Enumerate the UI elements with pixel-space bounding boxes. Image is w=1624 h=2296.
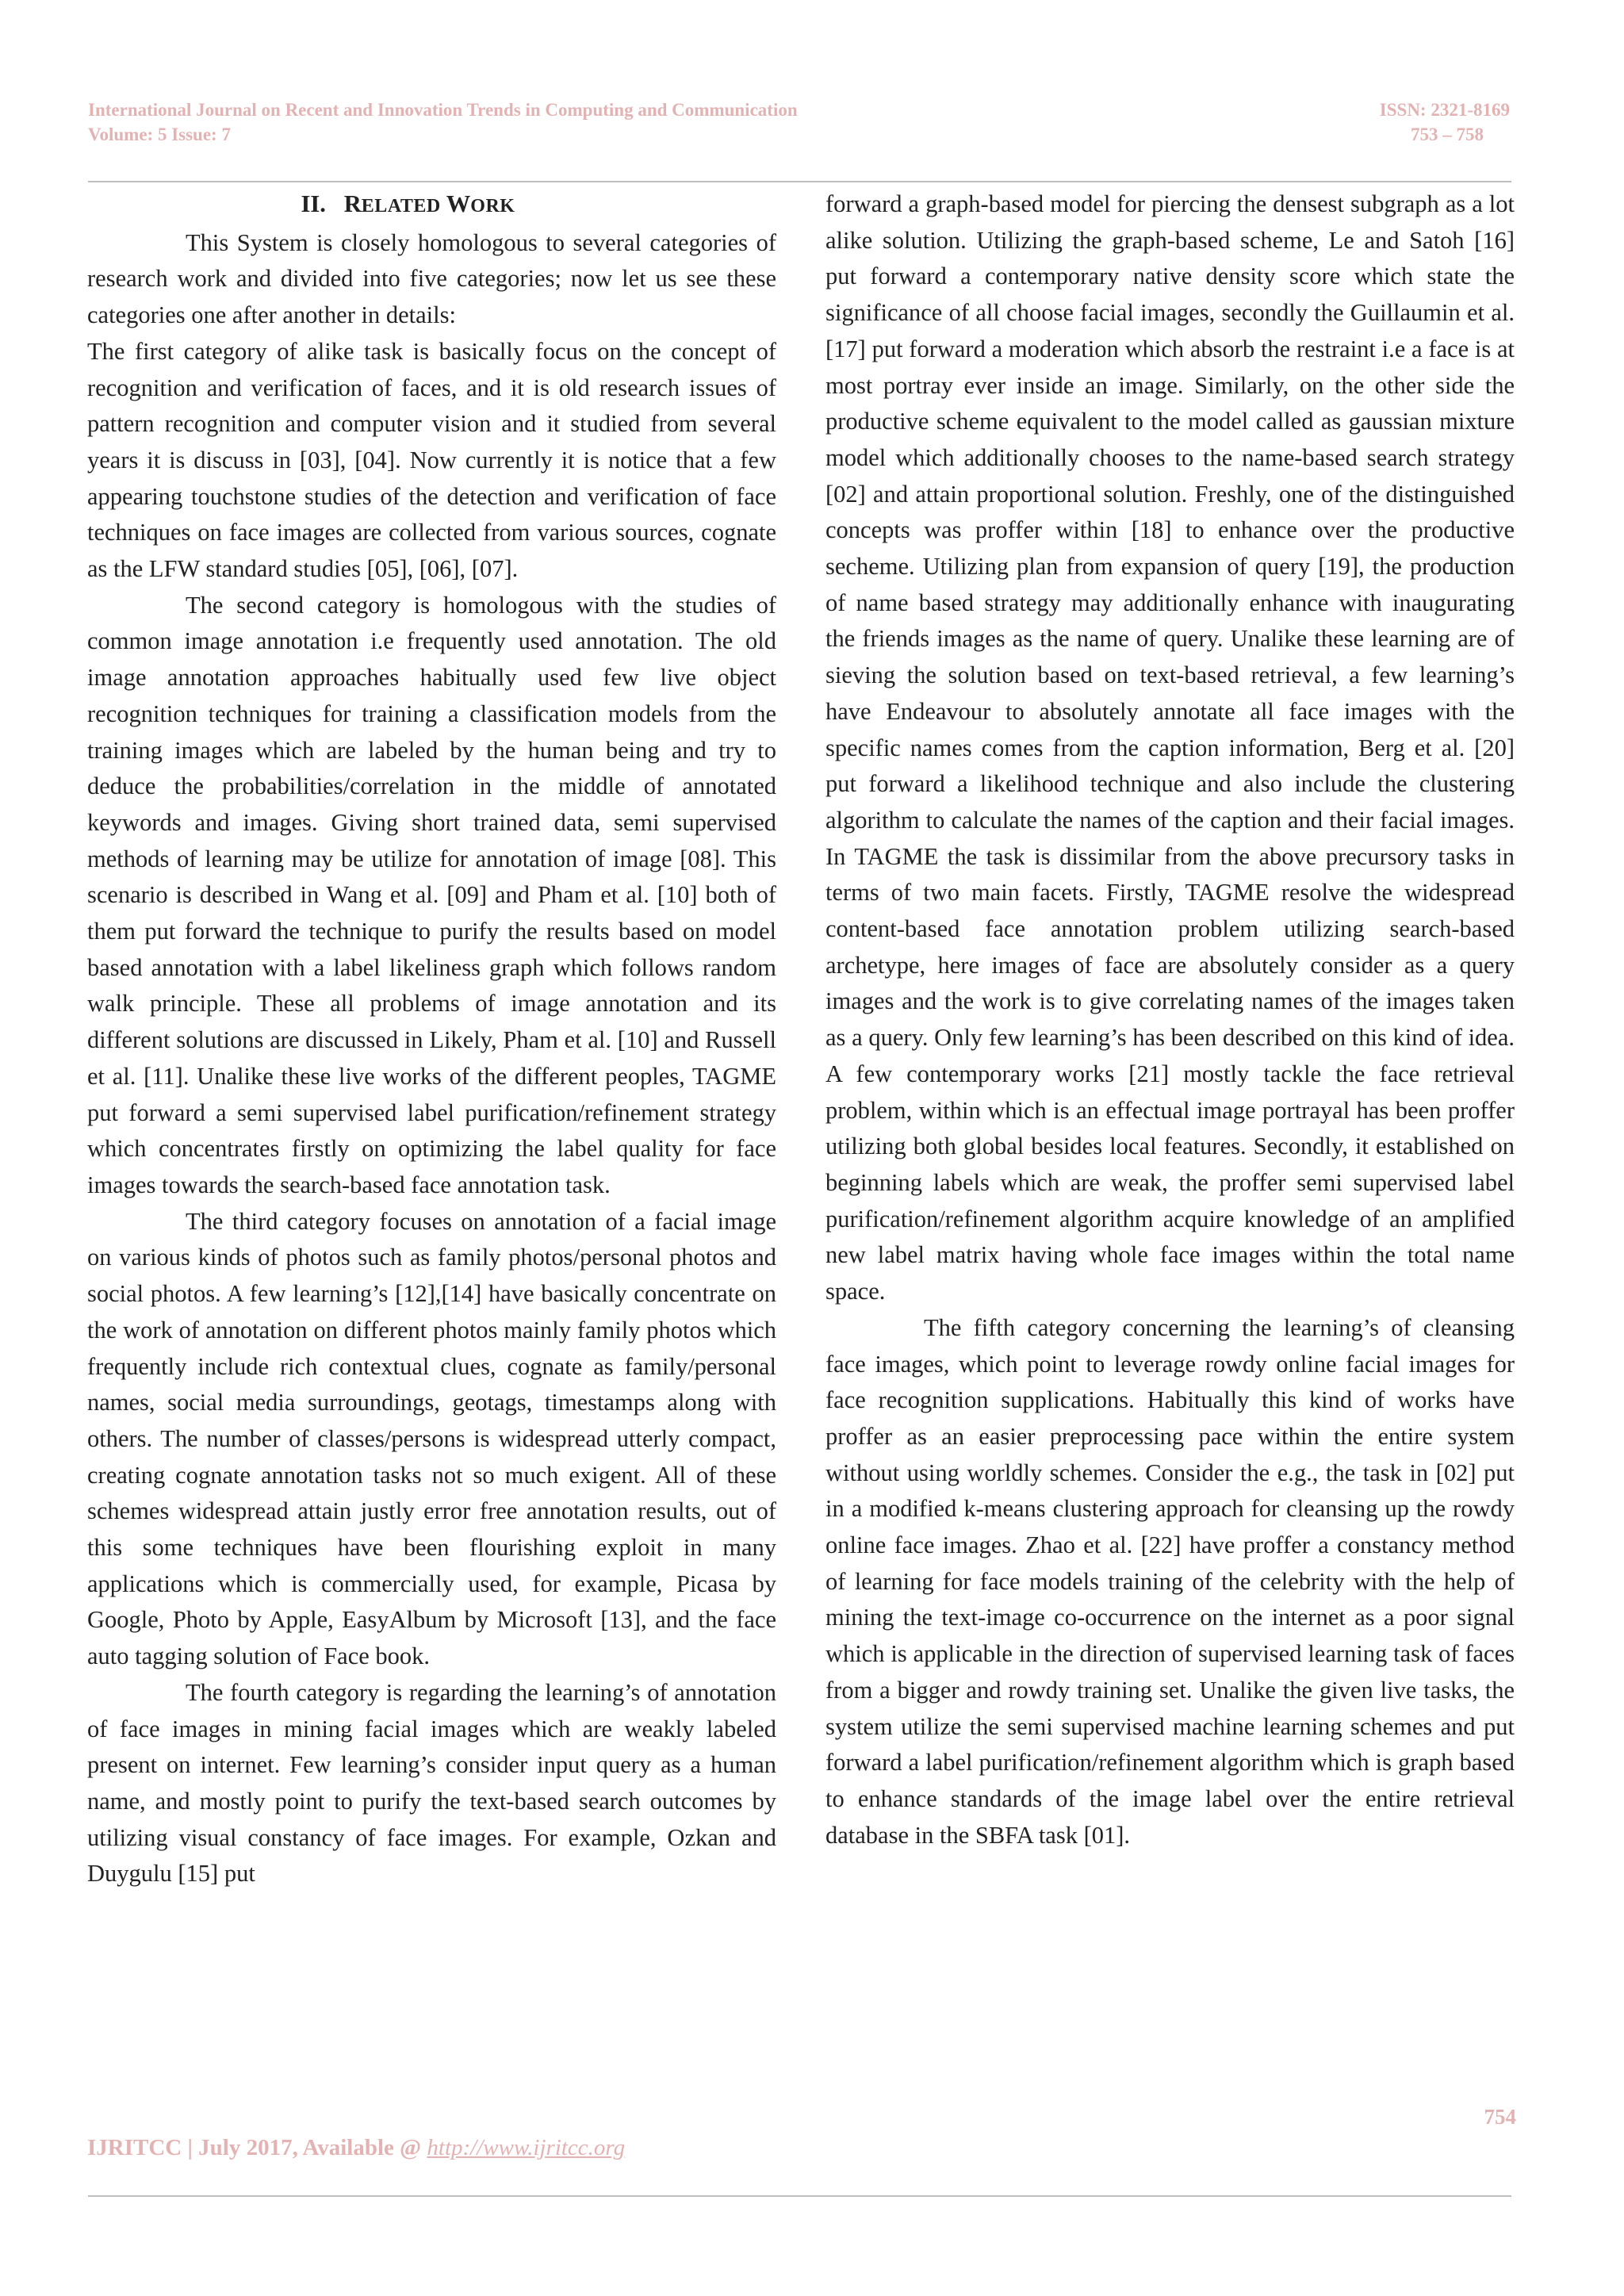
section-title-ork: ORK bbox=[470, 196, 515, 217]
footer-text: IJRITCC | July 2017, Available @ bbox=[87, 2135, 427, 2160]
page-range: 753 – 758 bbox=[1411, 125, 1484, 144]
section-title-r: R bbox=[343, 190, 362, 217]
section-title-elated: ELATED bbox=[361, 196, 441, 217]
footer-divider bbox=[88, 2195, 1511, 2197]
paragraph: The second category is homologous with the studies of common image annotation i.e frequently used annotation. The old image annotation approaches habitually used few live object recognition techniques for training a classification models from the training images which are labeled by the human being and try to deduce the probabilities/correlation in the middle of annotated keywords and images. Giving short trained data, semi supervised methods of learning may be utilize for annotation of image [08]. This scenario is described in Wang et al. [09] and Pham et al. [10] both of them put forward the technique to purify the results based on model based annotation with a label likeliness graph which follows random walk principle. These all problems of image annotation and its different solutions are discussed in Likely, Pham et al. [10] and Russell et al. [11]. Unalike these live works of the different peoples, TAGME put forward a semi supervised label purification/refinement strategy which concentrates firstly on optimizing the label quality for face images towards the search-based face annotation task. bbox=[87, 591, 776, 1198]
paragraph: The fourth category is regarding the learning’s of annotation of face images in mining facial images which are weakly labeled present on internet. Few learning’s consider input query as a human name, and mostly point to purify the text-based search outcomes by utilizing visual constancy of face images. For example, Ozkan and Duygulu [15] put bbox=[87, 1678, 776, 1888]
issn: ISSN: 2321-8169 bbox=[1379, 100, 1510, 120]
section-number: II. bbox=[301, 190, 326, 217]
page-number: 754 bbox=[1484, 2105, 1516, 2129]
running-header bbox=[88, 98, 1510, 147]
paragraph: The first category of alike task is basically focus on the concept of recognition and verification of faces, and it is old research issues of pattern recognition and computer vision and it studied from several years it is discuss in [03], [04]. Now currently it is notice that a few appearing touchstone studies of the detection and verification of face techniques on face images are collected from various sources, cognate as the LFW standard studies [05], [06], [07]. bbox=[87, 337, 776, 583]
volume-issue: Volume: 5 Issue: 7 bbox=[88, 125, 231, 144]
header-divider bbox=[88, 181, 1511, 182]
section-title-w: W bbox=[446, 190, 471, 217]
section-heading bbox=[87, 186, 776, 225]
right-column bbox=[825, 186, 1515, 1853]
paragraph: The fifth category concerning the learning’s of cleansing face images, which point to leverage rowdy online facial images for face recognition supplications. Habitually this kind of works have proffer as an easier preprocessing pace within the entire system without using worldly schemes. Consider the e.g., the task in [02] put in a modified k-means clustering approach for cleansing up the rowdy online face images. Zhao et al. [22] have proffer a constancy method of learning for face models training of the celebrity with the help of mining the text-image co-occurrence on the internet as a poor signal which is applicable in the direction of supervised learning task of faces from a bigger and rowdy training set. Unalike the given live tasks, the system utilize the semi supervised machine learning schemes and put forward a label purification/refinement algorithm which is graph based to enhance standards of the image label over the entire retrieval database in the SBFA task [01]. bbox=[825, 1313, 1515, 1849]
journal-title: International Journal on Recent and Innovation Trends in Computing and Communication bbox=[88, 100, 798, 120]
footer bbox=[87, 2135, 625, 2161]
left-column bbox=[87, 186, 776, 1892]
paragraph: forward a graph-based model for piercing the densest subgraph as a lot alike solution. Utilizing the graph-based scheme, Le and Satoh [16] put forward a contemporary native density score which state the significance of all choose facial images, secondly the Guillaumin et al. [17] put forward a moderation which absorb the restraint i.e a face is at most portray ever inside an image. Similarly, on the other side the productive scheme equivalent to the model called as gaussian mixture model which additionally chooses to the name-based search strategy [02] and attain proportional solution. Freshly, one of the distinguished concepts was proffer within [18] to enhance over the productive secheme. Utilizing plan from expansion of query [19], the production of name based strategy may additionally enhance with inaugurating the friends images as the name of query. Unalike these learning are of sieving the solution based on text-based retrieval, a few learning’s have Endeavour to absolutely annotate all face images with the specific names comes from the caption information, Berg et al. [20] put forward a likelihood technique and also include the clustering algorithm to calculate the names of the caption and their facial images. In TAGME the task is dissimilar from the above precursory tasks in terms of two main facets. Firstly, TAGME resolve the widespread content-based face annotation problem utilizing search-based archetype, here images of face are absolutely consider as a query images and the work is to give correlating names of the images taken as a query. Only few learning’s has been described on this kind of idea. A few contemporary works [21] mostly tackle the face retrieval problem, within which is an effectual image portrayal has been proffer utilizing both global besides local features. Secondly, it established on beginning labels which are weak, the proffer semi supervised label purification/refinement algorithm acquire knowledge of an amplified new label matrix having whole face images within the total name space. bbox=[825, 190, 1515, 1305]
journal-link[interactable]: http://www.ijritcc.org bbox=[427, 2135, 626, 2160]
paragraph: The third category focuses on annotation of a facial image on various kinds of photos such as family photos/personal photos and social photos. A few learning’s [12],[14] have basically concentrate on the work of annotation on different photos mainly family photos which frequently include rich contextual clues, cognate as family/personal names, social media surroundings, geotags, timestamps along with others. The number of classes/persons is widespread utterly compact, creating cognate annotation tasks not so much exigent. All of these schemes widespread attain justly error free annotation results, out of this some techniques have been flourishing exploit in many applications which is commercially used, for example, Picasa by Google, Photo by Apple, EasyAlbum by Microsoft [13], and the face auto tagging solution of Face book. bbox=[87, 1207, 776, 1670]
paragraph: This System is closely homologous to several categories of research work and divided into five categories; now let us see these categories one after another in details: bbox=[87, 228, 776, 329]
